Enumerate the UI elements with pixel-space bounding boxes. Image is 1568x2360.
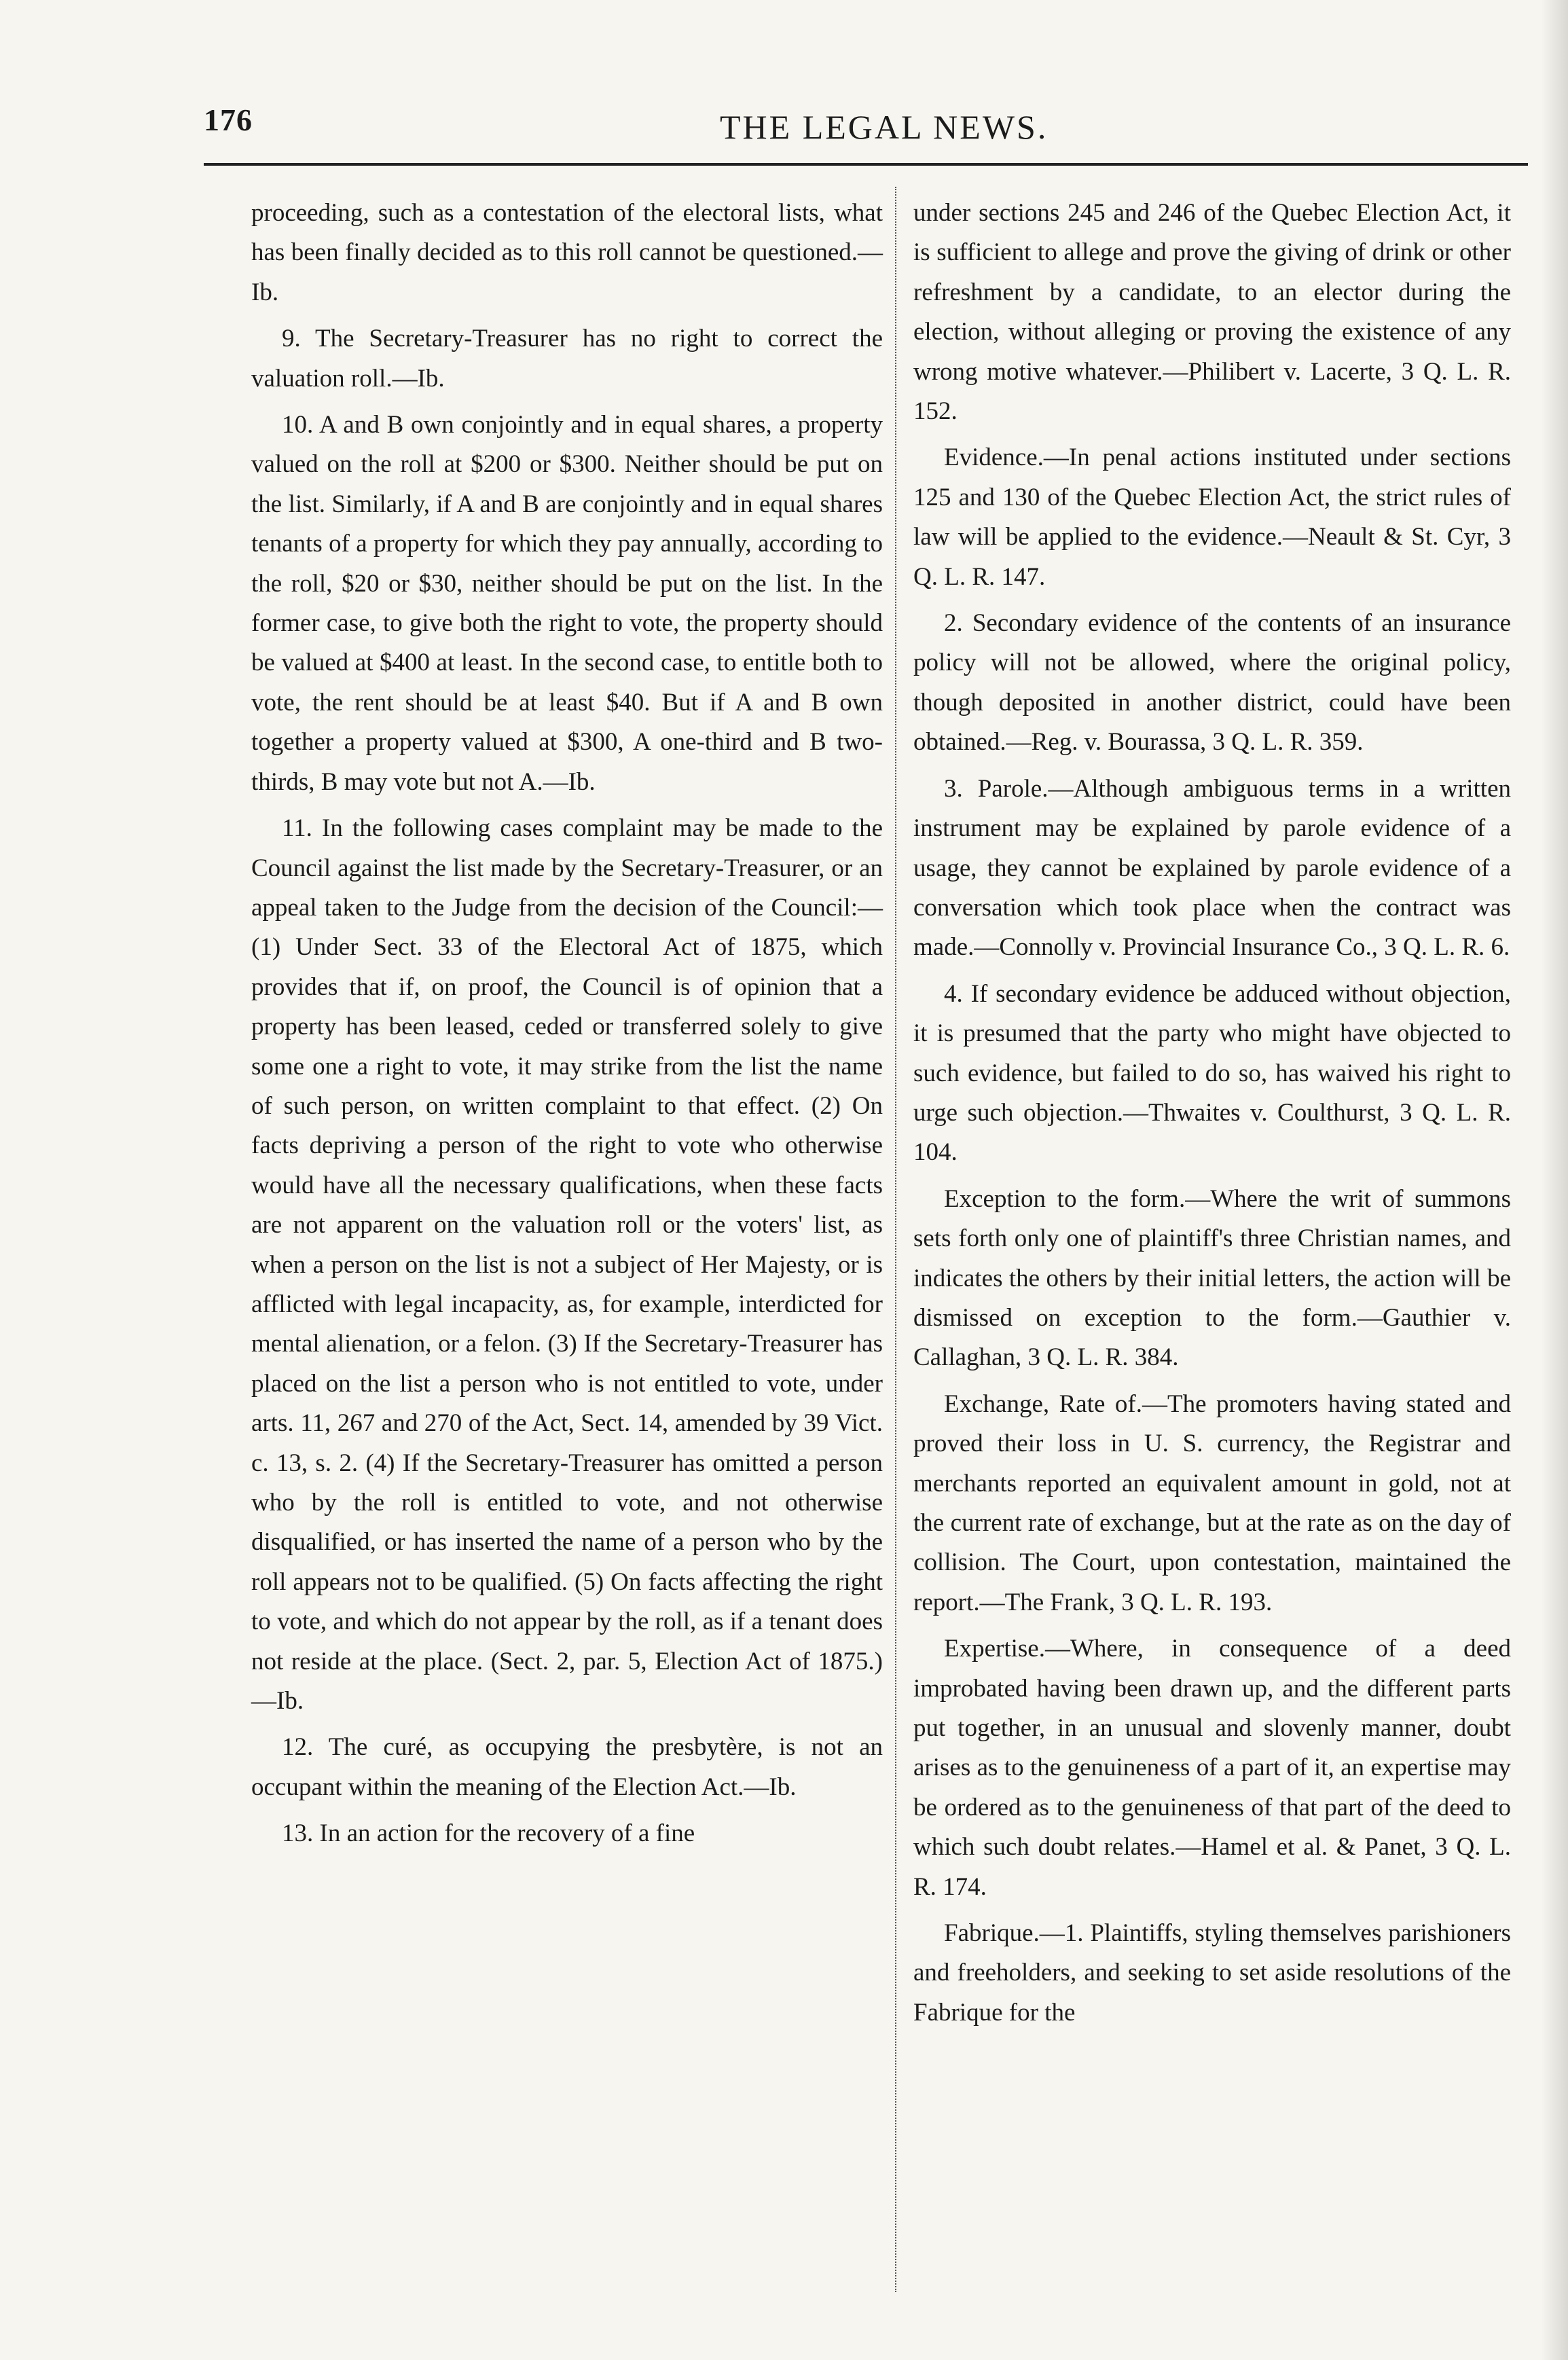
left-paragraph: 12. The curé, as occupying the presbytère, is not an occupant within the meaning of the Election Act.—Ib. <box>251 1733 883 1801</box>
left-paragraph: 11. In the following cases complaint may be made to the Council against the list made by the Secretary-Treasurer, or an appeal taken to the Judge from the decision of the Council:—(1) Under Sect. 33 of the Electoral Act of 1875, which provides that if, on proof, the Council is of opinion that a property has been leased, ceded or transferred solely to give some one a right to vote, it may strike from the list the name of such person, on written complaint to that effect. (2) On facts depriving a person of the right to vote who otherwise would have all the necessary qualifications, when these facts are not apparent on the valuation roll or the voters' list, as when a person on the list is not a subject of Her Majesty, or is afflicted with legal incapacity, as, for example, interdicted for mental alienation, or a felon. (3) If the Secretary-Treasurer has placed on the list a person who is not entitled to vote, under arts. 11, 267 and 270 of the Act, Sect. 14, amended by 39 Vict. c. 13, s. 2. (4) If the Secretary-Treasurer has omitted a person who by the roll is entitled to vote, and not otherwise disqualified, or has inserted the name of a person who by the roll appears not to be qualified. (5) On facts affecting the right to vote, and which do not appear by the roll, as if a tenant does not reside at the place. (Sect. 2, par. 5, Election Act of 1875.)—Ib. <box>251 814 883 1715</box>
right-paragraph: 3. Parole.—Although ambiguous terms in a written instrument may be explained by parole evidence of a usage, they cannot be explained by parole evidence of a conversation which took place when the contract was made.—Connolly v. Provincial Insurance Co., 3 Q. L. R. 6. <box>913 774 1511 962</box>
left-paragraph: 13. In an action for the recovery of a fine <box>282 1819 695 1848</box>
right-paragraph: Fabrique.—1. Plaintiffs, styling themselves parishioners and freeholders, and seeking to set aside resolutions of the Fabrique for the <box>913 1919 1511 2027</box>
left-column <box>251 194 883 1861</box>
left-paragraph: 10. A and B own conjointly and in equal shares, a property valued on the roll at $200 or $300. Neither should be put on the list. Similarly, if A and B are conjointly and in equal shares tenants of a property for which they pay annually, according to the roll, $20 or $30, neither should be put on the list. In the former case, to give both the right to vote, the property should be valued at $400 at least. In the second case, to entitle both to vote, the rent should be at least $40. But if A and B own together a property valued at $300, A one-third and B two-thirds, B may vote but not A.—Ib. <box>251 411 883 796</box>
page-edge-shadow <box>1541 0 1568 2360</box>
page-header <box>204 102 1494 156</box>
right-paragraph: Exception to the form.—Where the writ of summons sets forth only one of plaintiff's three Christian names, and indicates the others by their initial letters, the action will be dismissed on exception to the form.—Gauthier v. Callaghan, 3 Q. L. R. 384. <box>913 1184 1511 1372</box>
left-paragraph: proceeding, such as a contestation of the electoral lists, what has been finally decided as to this roll cannot be questioned.—Ib. <box>251 199 883 306</box>
header-rule <box>204 163 1528 166</box>
right-paragraph: 4. If secondary evidence be adduced without objection, it is presumed that the party who might have objected to such evidence, but failed to do so, has waived his right to urge such objection.—Thwaites v. Coulthurst, 3 Q. L. R. 104. <box>913 979 1511 1167</box>
column-divider <box>895 187 896 2292</box>
page-number: 176 <box>204 103 253 137</box>
running-title: THE LEGAL NEWS. <box>720 108 1049 146</box>
right-paragraph: under sections 245 and 246 of the Quebec Election Act, it is sufficient to allege and prove the giving of drink or other refreshment by a candidate, to an elector during the election, without alleging or proving the existence of any wrong motive whatever.—Philibert v. Lacerte, 3 Q. L. R. 152. <box>913 199 1511 426</box>
right-column <box>913 194 1511 2039</box>
right-paragraph: 2. Secondary evidence of the contents of an insurance policy will not be allowed, where the original policy, though deposited in another district, could have been obtained.—Reg. v. Bourassa, 3 Q. L. R. 359. <box>913 609 1511 757</box>
left-paragraph: 9. The Secretary-Treasurer has no right to correct the valuation roll.—Ib. <box>251 325 883 393</box>
right-paragraph: Exchange, Rate of.—The promoters having stated and proved their loss in U. S. currency, the Registrar and merchants reported an equivalent amount in gold, not at the current rate of exchange, but at the rate as on the day of collision. The Court, upon contestation, maintained the report.—The Frank, 3 Q. L. R. 193. <box>913 1390 1511 1616</box>
right-paragraph: Evidence.—In penal actions instituted under sections 125 and 130 of the Quebec Election Act, the strict rules of law will be applied to the evidence.—Neault & St. Cyr, 3 Q. L. R. 147. <box>913 443 1511 591</box>
right-paragraph: Expertise.—Where, in consequence of a deed improbated having been drawn up, and the different parts put together, in an unusual and slovenly manner, doubt arises as to the genuineness of a part of it, an expertise may be ordered as to the genuineness of that part of the deed to which such doubt relates.—Hamel et al. & Panet, 3 Q. L. R. 174. <box>913 1635 1511 1901</box>
